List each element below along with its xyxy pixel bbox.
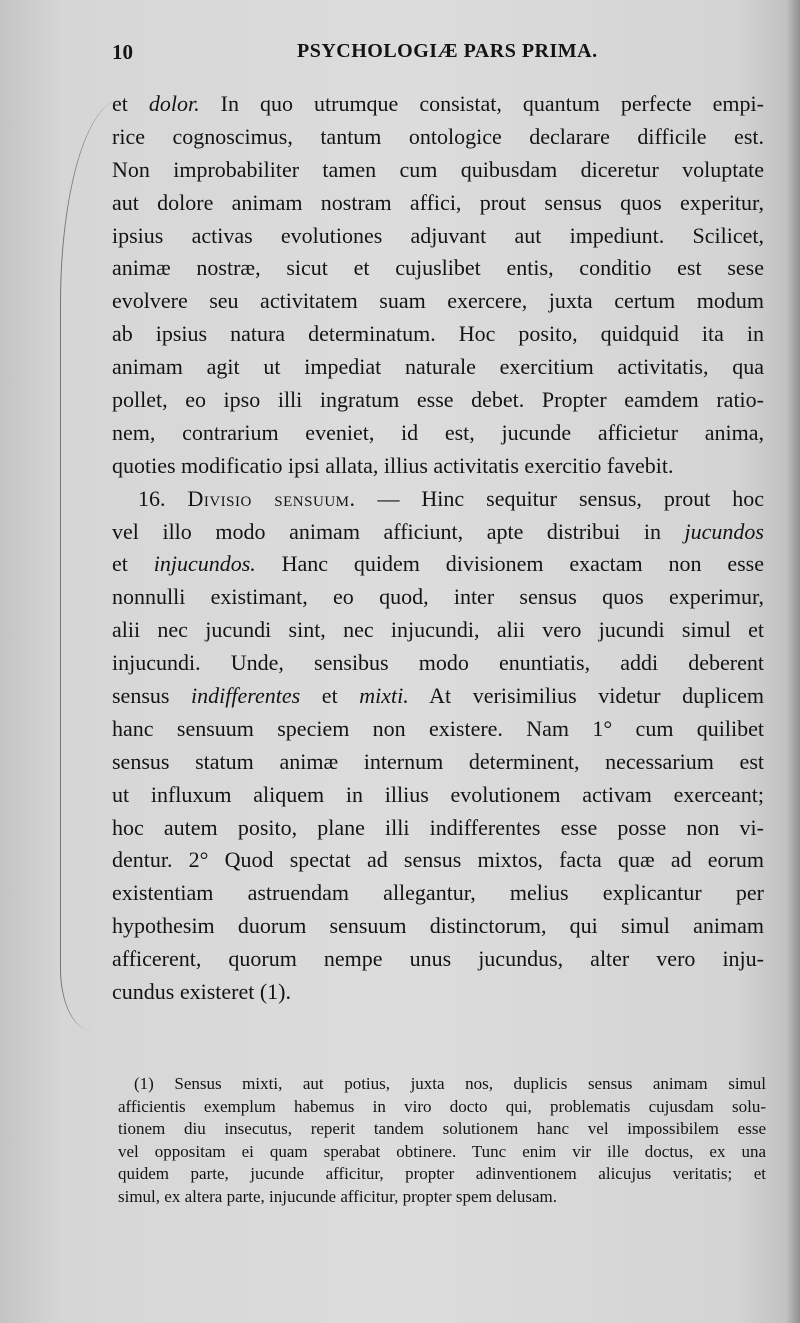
text-line xyxy=(112,516,764,549)
text-run: Hanc quidem divisionem exactam non esse xyxy=(255,551,764,577)
text-run: At verisimilius videtur duplicem xyxy=(408,683,764,709)
text-line xyxy=(112,187,764,220)
text-line xyxy=(112,581,764,614)
text-line xyxy=(112,548,764,581)
italic-term: jucundos xyxy=(684,518,764,544)
section-heading: Divisio sensuum. xyxy=(187,485,356,511)
text-run: evolvere seu activitatem suam exercere, juxta certum modum xyxy=(112,288,764,314)
footnote-line: vel oppositam ei quam sperabat obtinere. Tunc enim vir ille doctus, ex una xyxy=(118,1141,766,1161)
page-spine-shadow xyxy=(786,0,800,1323)
text-run: hoc autem posito, plane illi indifferentes esse posse non vi- xyxy=(112,814,764,840)
text-run: pollet, eo ipso illi ingratum esse debet. Propter eamdem ratio- xyxy=(112,387,764,413)
text-run: vel illo modo animam afficiunt, apte distribui in xyxy=(112,518,685,544)
text-line xyxy=(112,779,764,812)
text-line xyxy=(112,220,764,253)
text-run: et xyxy=(300,683,360,709)
text-line xyxy=(112,318,764,351)
page-number: 10 xyxy=(112,40,133,64)
text-run: quoties modificatio ipsi allata, illius activitatis exercitio favebit. xyxy=(112,452,674,478)
text-run: alii nec jucundi sint, nec injucundi, alii vero jucundi simul et xyxy=(112,617,764,643)
text-run: sensus xyxy=(112,683,192,709)
text-line xyxy=(112,285,764,318)
running-header xyxy=(112,36,740,76)
text-run: In quo utrumque consistat, quantum perfecte empi- xyxy=(199,91,764,116)
text-run: sensus statum animæ internum determinent, necessarium est xyxy=(112,748,764,774)
footnote-line: simul, ex altera parte, injucunde afficitur, propter spem delusam. xyxy=(118,1186,557,1206)
text-line xyxy=(112,483,764,516)
text-run: Non improbabiliter tamen cum quibusdam diceretur voluptate xyxy=(112,156,764,182)
text-line xyxy=(112,877,764,910)
italic-term: injucundos. xyxy=(153,551,256,577)
text-line xyxy=(112,88,764,121)
footnote-line: afficientis exemplum habemus in viro docto qui, problematis cujusdam solu- xyxy=(118,1096,766,1116)
text-line xyxy=(112,450,764,483)
text-run: nonnulli existimant, eo quod, inter sensus quos experimur, xyxy=(112,584,764,610)
text-line xyxy=(112,417,764,450)
text-run: afficerent, quorum nempe unus jucundus, alter vero inju- xyxy=(112,946,764,972)
text-line xyxy=(112,647,764,680)
text-run: hanc sensuum speciem non existere. Nam 1° cum quilibet xyxy=(112,715,764,741)
text-run: et xyxy=(112,91,149,116)
text-run: existentiam astruendam allegantur, melius explicantur per xyxy=(112,880,764,906)
text-run: rice cognoscimus, tantum ontologice declarare difficile est. xyxy=(112,123,764,149)
text-run: nem, contrarium eveniet, id est, jucunde afficietur anima, xyxy=(112,419,764,445)
text-run: animam agit ut impediat naturale exercitium activitatis, qua xyxy=(112,354,764,380)
italic-term: dolor. xyxy=(148,91,200,116)
text-line xyxy=(112,713,764,746)
text-line xyxy=(112,614,764,647)
footnote-line: tionem diu insecutus, reperit tandem solutionem hanc vel impossibilem esse xyxy=(118,1119,766,1139)
text-line xyxy=(112,844,764,877)
text-line xyxy=(112,252,764,285)
italic-term: mixti. xyxy=(359,683,409,709)
text-line xyxy=(112,154,764,187)
text-line xyxy=(112,121,764,154)
text-run: dentur. 2° Quod spectat ad sensus mixtos, facta quæ ad eorum xyxy=(112,847,764,873)
running-title: PSYCHOLOGIÆ PARS PRIMA. xyxy=(297,40,598,62)
text-line xyxy=(112,384,764,417)
footnote-line: quidem parte, jucunde afficitur, propter adinventionem alicujus veritatis; et xyxy=(118,1164,766,1184)
footnote xyxy=(118,1073,766,1209)
text-line xyxy=(112,943,764,976)
main-text xyxy=(112,88,764,1009)
text-line xyxy=(112,351,764,384)
italic-term: indifferentes xyxy=(191,683,301,709)
text-run: animæ nostræ, sicut et cujuslibet entis, conditio est sese xyxy=(112,255,764,281)
text-line xyxy=(112,976,764,1009)
text-run: cundus existeret (1). xyxy=(112,979,291,1005)
text-line xyxy=(112,746,764,779)
text-run: — Hinc sequitur sensus, prout hoc xyxy=(355,485,765,511)
text-line xyxy=(112,680,764,713)
text-run: hypothesim duorum sensuum distinctorum, qui simul animam xyxy=(112,913,764,939)
footnote-line: (1) Sensus mixti, aut potius, juxta nos, duplicis sensus animam simul xyxy=(134,1074,766,1093)
text-line xyxy=(112,910,764,943)
text-run: injucundi. Unde, sensibus modo enuntiatis, addi deberent xyxy=(112,650,764,676)
text-run: ipsius activas evolutiones adjuvant aut impediunt. Scilicet, xyxy=(112,222,764,248)
text-line xyxy=(112,812,764,845)
text-run: ab ipsius natura determinatum. Hoc posito, quidquid ita in xyxy=(112,321,764,347)
text-run: 16. xyxy=(138,485,188,511)
text-run: aut dolore animam nostram affici, prout sensus quos experitur, xyxy=(112,189,764,215)
text-run: ut influxum aliquem in illius evolutionem activam exerceant; xyxy=(112,781,764,807)
text-run: et xyxy=(112,551,154,577)
